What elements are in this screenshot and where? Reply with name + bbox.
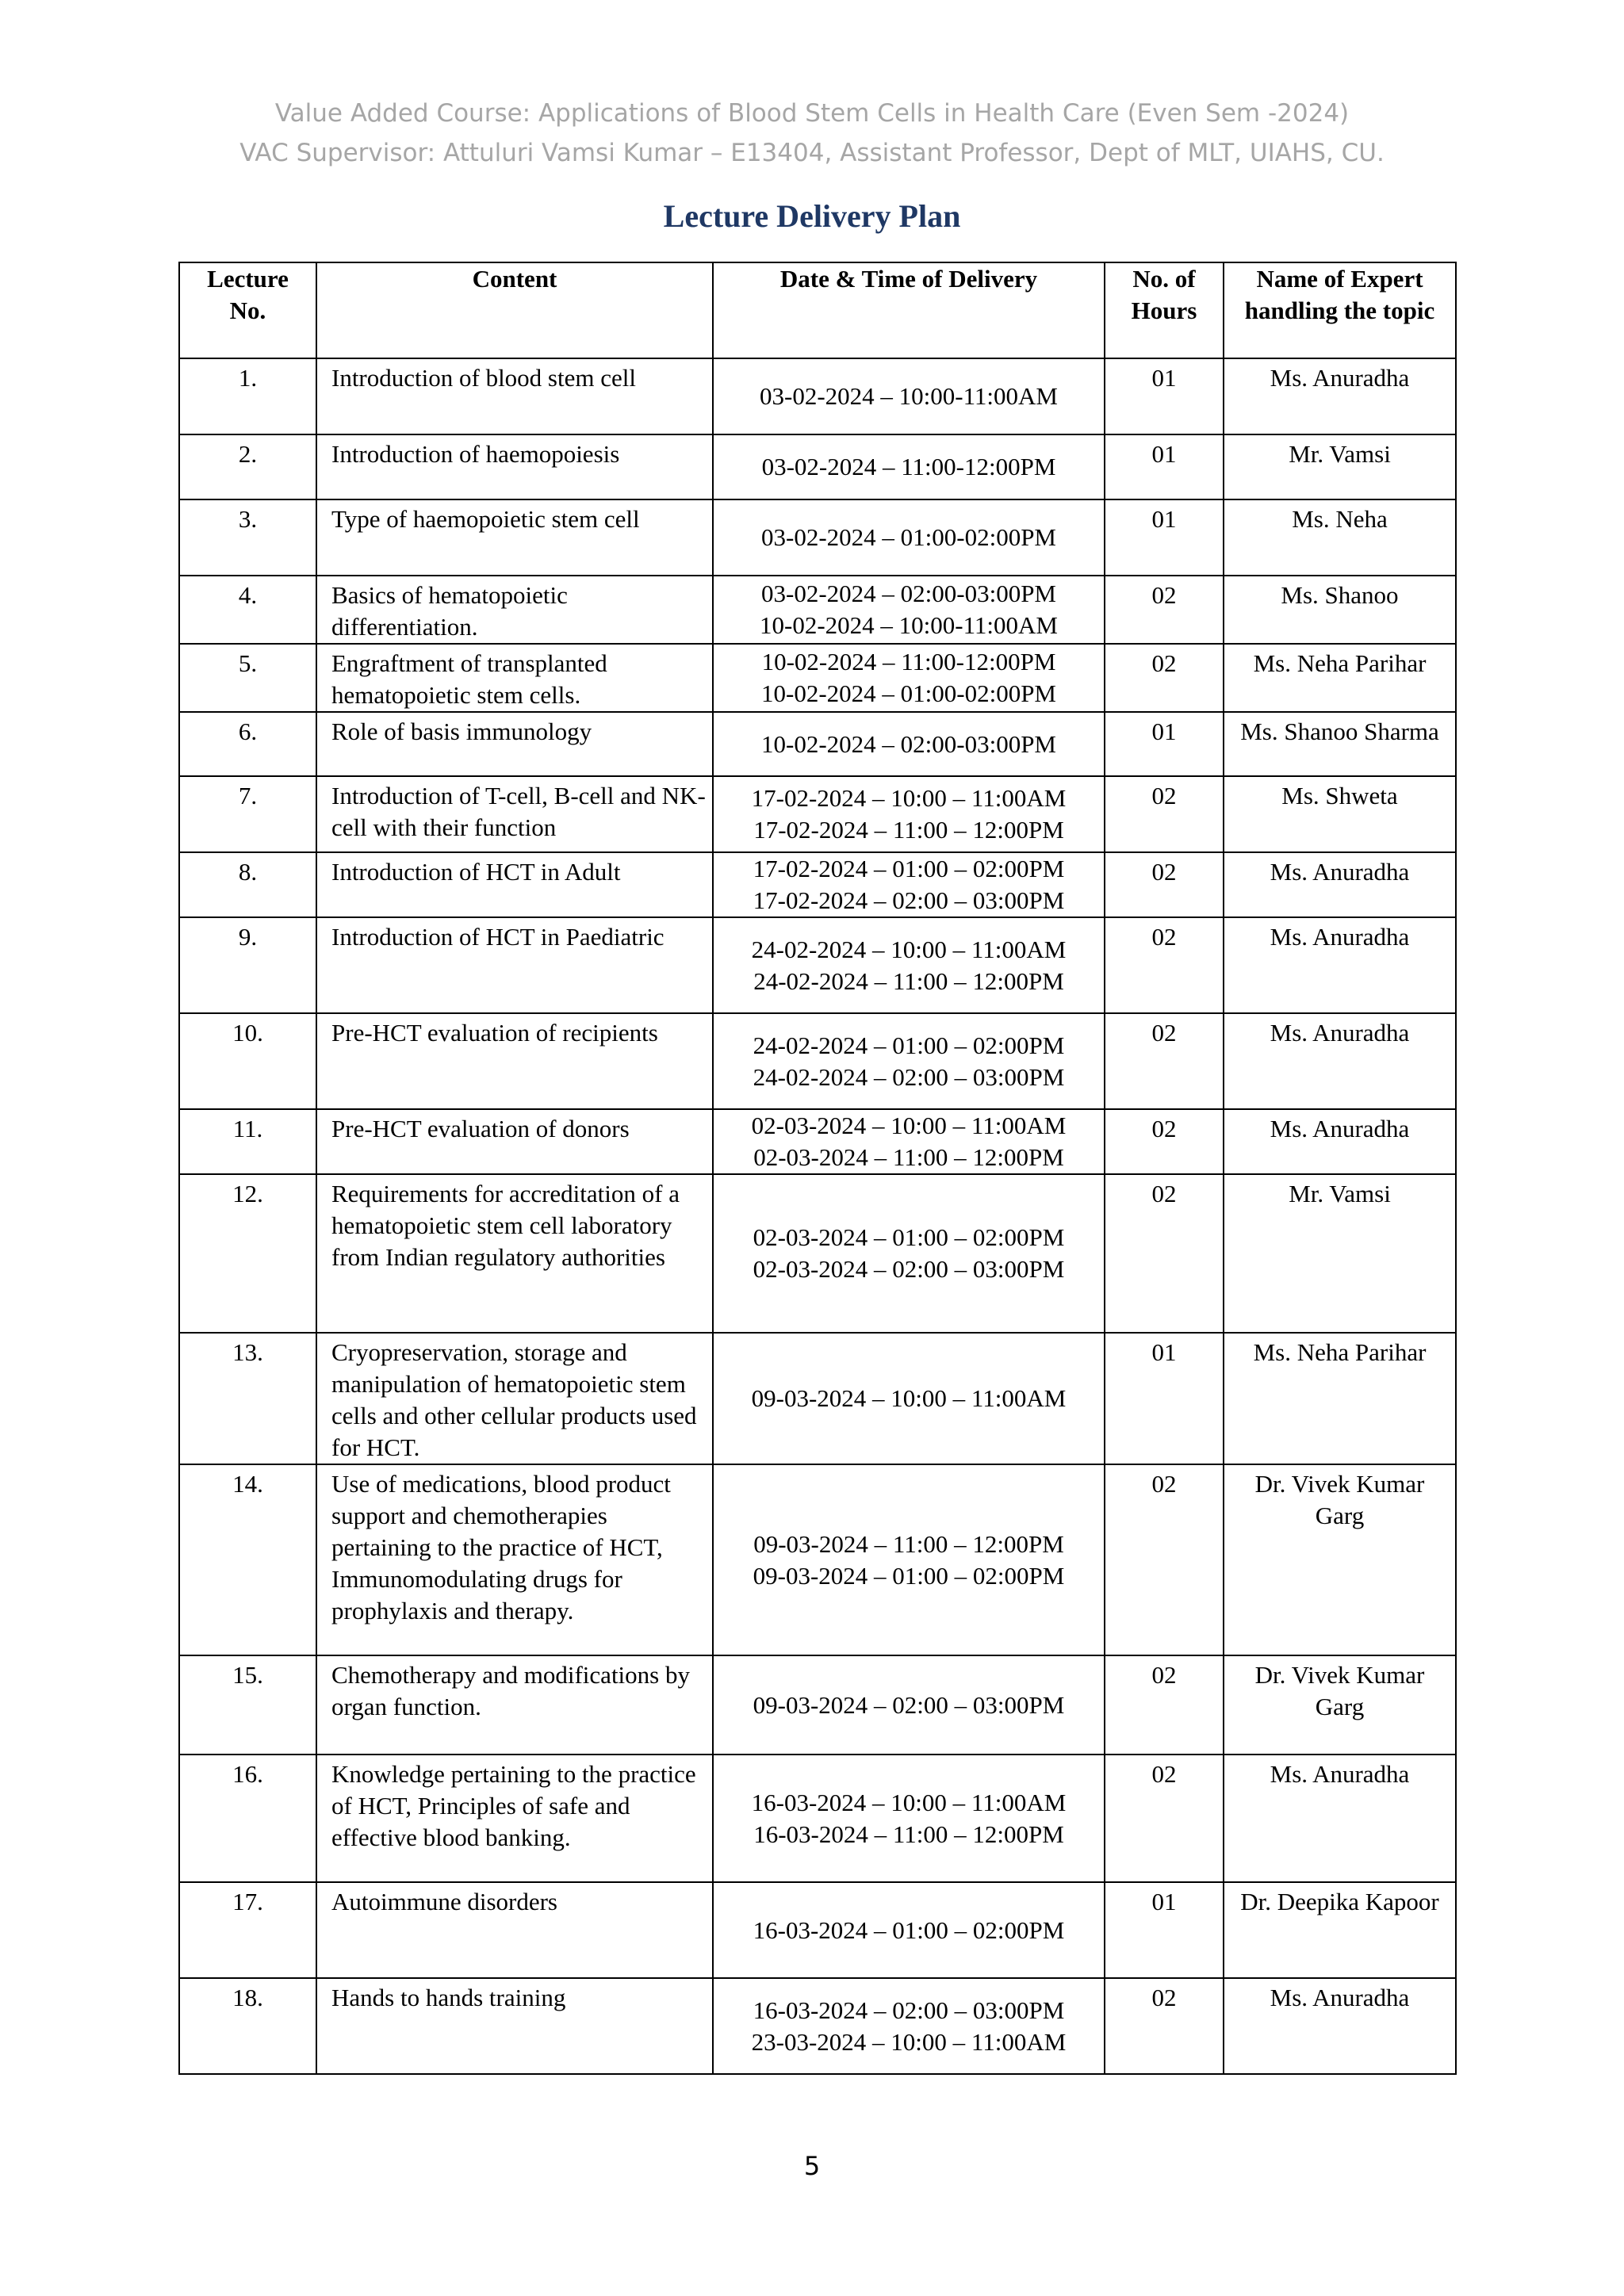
date-time-entry: 16-03-2024 – 02:00 – 03:00PM xyxy=(753,1996,1065,2024)
content-cell: Introduction of T-cell, B-cell and NK-cell with their function xyxy=(316,776,713,852)
content-cell: Introduction of HCT in Paediatric xyxy=(316,917,713,1013)
expert-name-cell: Ms. Anuradha xyxy=(1224,852,1456,917)
table-row xyxy=(179,917,1456,1013)
table-row xyxy=(179,776,1456,852)
date-time-cell xyxy=(713,1464,1105,1655)
page-title: Lecture Delivery Plan xyxy=(663,198,961,234)
hours-cell: 01 xyxy=(1105,712,1224,776)
hours-cell: 02 xyxy=(1105,1755,1224,1882)
date-time-cell xyxy=(713,1013,1105,1109)
lecture-number-cell: 11. xyxy=(179,1109,316,1174)
date-time-entry: 17-02-2024 – 01:00 – 02:00PM xyxy=(753,855,1065,882)
content-cell: Hands to hands training xyxy=(316,1978,713,2074)
hours-cell: 02 xyxy=(1105,1013,1224,1109)
date-time-entry: 24-02-2024 – 02:00 – 03:00PM xyxy=(753,1062,1065,1091)
date-time-entry: 10-02-2024 – 01:00-02:00PM xyxy=(761,679,1056,707)
table-row xyxy=(179,644,1456,712)
hours-cell: 02 xyxy=(1105,576,1224,644)
header-course-line: Value Added Course: Applications of Blood Stem Cells in Health Care (Even Sem -2024) xyxy=(274,99,1350,128)
date-time-entry: 16-03-2024 – 10:00 – 11:00AM xyxy=(751,1788,1067,1816)
date-time-entry: 10-02-2024 – 10:00-11:00AM xyxy=(760,611,1058,639)
hours-cell: 02 xyxy=(1105,852,1224,917)
expert-name-cell: Ms. Anuradha xyxy=(1224,917,1456,1013)
table-row xyxy=(179,1464,1456,1655)
date-time-cell xyxy=(713,776,1105,852)
content-cell: Chemotherapy and modifications by organ function. xyxy=(316,1655,713,1755)
lecture-number-cell: 17. xyxy=(179,1882,316,1978)
date-time-entry: 03-02-2024 – 01:00-02:00PM xyxy=(761,523,1056,551)
lecture-plan-table xyxy=(178,262,1457,2075)
lecture-number-cell: 15. xyxy=(179,1655,316,1755)
table-row xyxy=(179,499,1456,576)
date-time-entry: 16-03-2024 – 01:00 – 02:00PM xyxy=(753,1915,1065,1944)
table-row xyxy=(179,1655,1456,1755)
date-time-entry: 03-02-2024 – 11:00-12:00PM xyxy=(761,453,1056,480)
hours-cell: 02 xyxy=(1105,917,1224,1013)
lecture-number-cell: 3. xyxy=(179,499,316,576)
expert-name-cell: Dr. Vivek Kumar Garg xyxy=(1224,1655,1456,1755)
lecture-number-cell: 16. xyxy=(179,1755,316,1882)
lecture-number-cell: 1. xyxy=(179,358,316,434)
date-time-entry: 23-03-2024 – 10:00 – 11:00AM xyxy=(751,2027,1067,2056)
expert-name-cell: Ms. Anuradha xyxy=(1224,1755,1456,1882)
date-time-cell xyxy=(713,499,1105,576)
expert-name-cell: Ms. Shweta xyxy=(1224,776,1456,852)
date-time-cell xyxy=(713,358,1105,434)
hours-cell: 01 xyxy=(1105,1882,1224,1978)
content-cell: Role of basis immunology xyxy=(316,712,713,776)
column-header-content: Content xyxy=(316,262,713,358)
hours-cell: 02 xyxy=(1105,1655,1224,1755)
expert-name-cell: Ms. Anuradha xyxy=(1224,1978,1456,2074)
date-time-cell xyxy=(713,1333,1105,1464)
content-cell: Basics of hematopoietic differentiation. xyxy=(316,576,713,644)
table-row xyxy=(179,712,1456,776)
date-time-entry: 02-03-2024 – 01:00 – 02:00PM xyxy=(753,1223,1065,1251)
table-row xyxy=(179,1333,1456,1464)
date-time-entry: 16-03-2024 – 11:00 – 12:00PM xyxy=(753,1820,1064,1848)
hours-cell: 02 xyxy=(1105,1464,1224,1655)
date-time-entry: 10-02-2024 – 11:00-12:00PM xyxy=(761,648,1056,675)
expert-name-cell: Ms. Anuradha xyxy=(1224,1109,1456,1174)
date-time-entry: 17-02-2024 – 10:00 – 11:00AM xyxy=(751,784,1067,812)
table-row xyxy=(179,1109,1456,1174)
expert-name-cell: Ms. Neha Parihar xyxy=(1224,1333,1456,1464)
date-time-entry: 17-02-2024 – 11:00 – 12:00PM xyxy=(753,816,1064,844)
table-row xyxy=(179,358,1456,434)
date-time-entry: 24-02-2024 – 01:00 – 02:00PM xyxy=(753,1031,1065,1059)
content-cell: Pre-HCT evaluation of donors xyxy=(316,1109,713,1174)
lecture-number-cell: 2. xyxy=(179,434,316,499)
content-cell: Engraftment of transplanted hematopoietic stem cells. xyxy=(316,644,713,712)
date-time-cell xyxy=(713,1655,1105,1755)
date-time-cell xyxy=(713,1174,1105,1333)
hours-cell: 01 xyxy=(1105,1333,1224,1464)
date-time-entry: 09-03-2024 – 11:00 – 12:00PM xyxy=(753,1529,1064,1558)
date-time-entry: 02-03-2024 – 11:00 – 12:00PM xyxy=(753,1143,1064,1171)
date-time-entry: 24-02-2024 – 11:00 – 12:00PM xyxy=(753,966,1064,995)
content-cell: Type of haemopoietic stem cell xyxy=(316,499,713,576)
date-time-entry: 10-02-2024 – 02:00-03:00PM xyxy=(761,729,1056,758)
content-cell: Cryopreservation, storage and manipulation of hematopoietic stem cells and other cellular products used for HCT. xyxy=(316,1333,713,1464)
expert-name-cell: Dr. Deepika Kapoor xyxy=(1224,1882,1456,1978)
date-time-cell xyxy=(713,1755,1105,1882)
hours-cell: 02 xyxy=(1105,644,1224,712)
expert-name-cell: Ms. Neha Parihar xyxy=(1224,644,1456,712)
content-cell: Introduction of haemopoiesis xyxy=(316,434,713,499)
table-header-row xyxy=(179,262,1456,358)
expert-name-cell: Ms. Anuradha xyxy=(1224,358,1456,434)
date-time-entry: 09-03-2024 – 01:00 – 02:00PM xyxy=(753,1561,1065,1590)
lecture-number-cell: 7. xyxy=(179,776,316,852)
lecture-number-cell: 8. xyxy=(179,852,316,917)
table-row xyxy=(179,1882,1456,1978)
table-row xyxy=(179,434,1456,499)
table-body xyxy=(179,358,1456,2074)
page-number: 5 xyxy=(803,2151,821,2181)
document-header xyxy=(0,94,1624,173)
content-cell: Introduction of blood stem cell xyxy=(316,358,713,434)
hours-cell: 02 xyxy=(1105,776,1224,852)
column-header-lecture-no: Lecture No. xyxy=(179,262,316,358)
content-cell: Introduction of HCT in Adult xyxy=(316,852,713,917)
date-time-entry: 17-02-2024 – 02:00 – 03:00PM xyxy=(753,886,1065,914)
hours-cell: 02 xyxy=(1105,1109,1224,1174)
date-time-cell xyxy=(713,576,1105,644)
content-cell: Pre-HCT evaluation of recipients xyxy=(316,1013,713,1109)
lecture-number-cell: 10. xyxy=(179,1013,316,1109)
expert-name-cell: Dr. Vivek Kumar Garg xyxy=(1224,1464,1456,1655)
date-time-cell xyxy=(713,852,1105,917)
table-row xyxy=(179,1978,1456,2074)
lecture-number-cell: 18. xyxy=(179,1978,316,2074)
column-header-hours: No. of Hours xyxy=(1105,262,1224,358)
table-row xyxy=(179,1013,1456,1109)
expert-name-cell: Mr. Vamsi xyxy=(1224,434,1456,499)
lecture-number-cell: 4. xyxy=(179,576,316,644)
expert-name-cell: Ms. Shanoo Sharma xyxy=(1224,712,1456,776)
hours-cell: 01 xyxy=(1105,358,1224,434)
date-time-entry: 03-02-2024 – 10:00-11:00AM xyxy=(760,382,1058,410)
date-time-cell xyxy=(713,1882,1105,1978)
date-time-entry: 02-03-2024 – 10:00 – 11:00AM xyxy=(751,1112,1067,1139)
date-time-entry: 09-03-2024 – 10:00 – 11:00AM xyxy=(751,1384,1067,1412)
date-time-cell xyxy=(713,917,1105,1013)
date-time-cell xyxy=(713,712,1105,776)
table-row xyxy=(179,852,1456,917)
content-cell: Use of medications, blood product support and chemotherapies pertaining to the practice of HCT, Immunomodulating drugs for prophylaxis and therapy. xyxy=(316,1464,713,1655)
hours-cell: 02 xyxy=(1105,1174,1224,1333)
date-time-entry: 09-03-2024 – 02:00 – 03:00PM xyxy=(753,1690,1065,1719)
content-cell: Knowledge pertaining to the practice of HCT, Principles of safe and effective blood banking. xyxy=(316,1755,713,1882)
expert-name-cell: Ms. Neha xyxy=(1224,499,1456,576)
date-time-cell xyxy=(713,1109,1105,1174)
hours-cell: 01 xyxy=(1105,499,1224,576)
expert-name-cell: Mr. Vamsi xyxy=(1224,1174,1456,1333)
lecture-number-cell: 9. xyxy=(179,917,316,1013)
expert-name-cell: Ms. Anuradha xyxy=(1224,1013,1456,1109)
date-time-cell xyxy=(713,434,1105,499)
column-header-date-time: Date & Time of Delivery xyxy=(713,262,1105,358)
date-time-entry: 03-02-2024 – 02:00-03:00PM xyxy=(761,580,1056,607)
lecture-number-cell: 13. xyxy=(179,1333,316,1464)
table-row xyxy=(179,576,1456,644)
column-header-expert: Name of Expert handling the topic xyxy=(1224,262,1456,358)
date-time-entry: 02-03-2024 – 02:00 – 03:00PM xyxy=(753,1255,1065,1283)
lecture-number-cell: 12. xyxy=(179,1174,316,1333)
date-time-cell xyxy=(713,1978,1105,2074)
expert-name-cell: Ms. Shanoo xyxy=(1224,576,1456,644)
content-cell: Requirements for accreditation of a hematopoietic stem cell laboratory from Indian regulatory authorities xyxy=(316,1174,713,1333)
lecture-number-cell: 6. xyxy=(179,712,316,776)
hours-cell: 02 xyxy=(1105,1978,1224,2074)
table-row xyxy=(179,1174,1456,1333)
table-row xyxy=(179,1755,1456,1882)
date-time-cell xyxy=(713,644,1105,712)
date-time-entry: 24-02-2024 – 10:00 – 11:00AM xyxy=(751,935,1067,963)
lecture-number-cell: 5. xyxy=(179,644,316,712)
header-supervisor-line: VAC Supervisor: Attuluri Vamsi Kumar – E13404, Assistant Professor, Dept of MLT, UIAHS, CU. xyxy=(239,139,1385,167)
content-cell: Autoimmune disorders xyxy=(316,1882,713,1978)
lecture-number-cell: 14. xyxy=(179,1464,316,1655)
hours-cell: 01 xyxy=(1105,434,1224,499)
